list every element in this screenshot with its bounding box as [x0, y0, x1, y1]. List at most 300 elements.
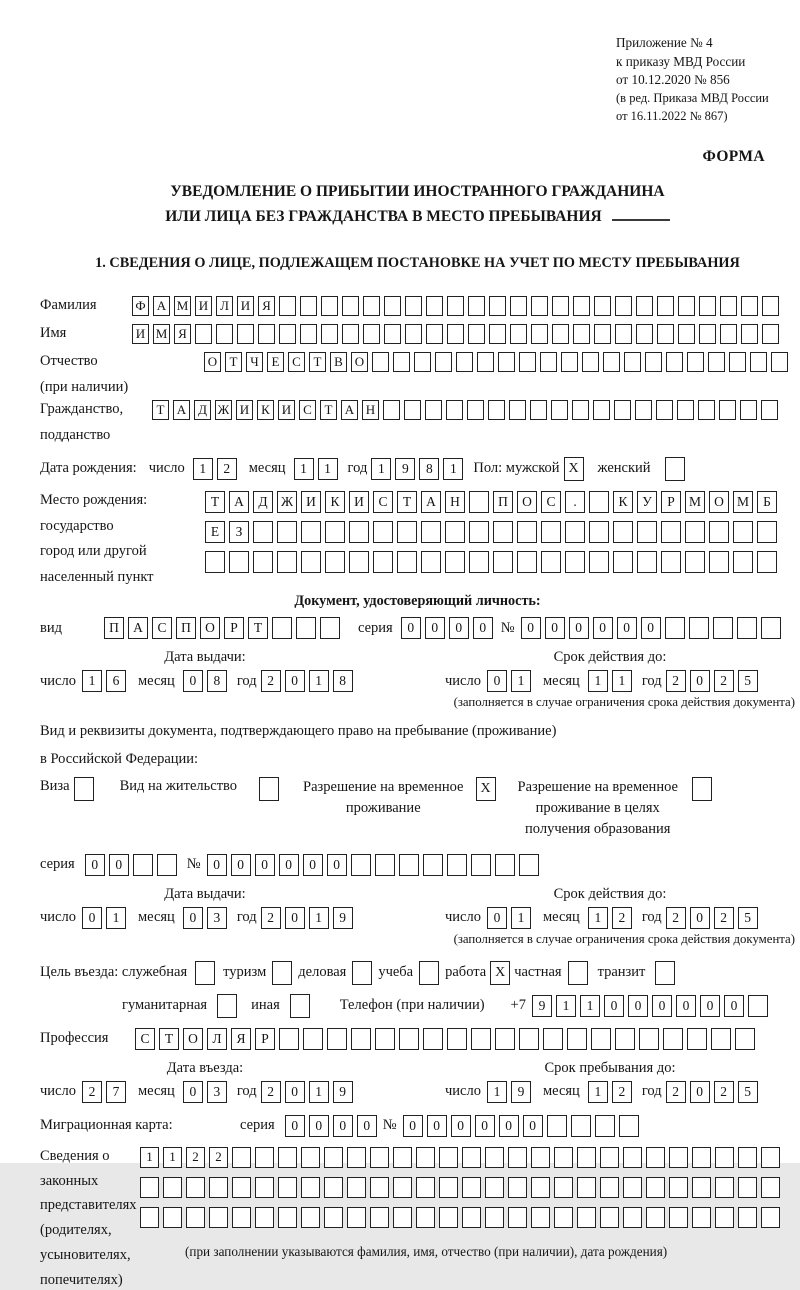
year-label: год	[347, 460, 368, 477]
name-cells	[132, 324, 779, 344]
form-cell: 2	[261, 1081, 281, 1103]
form-cell: 0	[427, 1115, 447, 1137]
form-cell: 0	[327, 854, 347, 876]
form-cell	[508, 1207, 527, 1228]
form-cell: 6	[106, 670, 126, 692]
form-cell: 2	[186, 1147, 205, 1168]
form-cell	[447, 324, 464, 344]
form-cell	[445, 521, 465, 543]
form-cell	[140, 1177, 159, 1198]
legal-cells-block	[140, 1147, 780, 1260]
form-cell	[637, 521, 657, 543]
form-cell: Е	[205, 521, 225, 543]
form-cell	[393, 1147, 412, 1168]
sex-female-checkbox	[665, 457, 685, 481]
form-cell: К	[257, 400, 274, 420]
form-cell: 5	[738, 1081, 758, 1103]
validity-note: (заполняется в случае ограничения срока действия документа)	[453, 695, 795, 710]
form-cell	[709, 521, 729, 543]
form-cell: 1	[193, 458, 213, 480]
form-cell	[519, 854, 539, 876]
form-cell	[761, 1147, 780, 1168]
rvp-education-checkbox	[692, 777, 712, 801]
form-cell	[577, 1207, 596, 1228]
form-cell: О	[517, 491, 537, 513]
form-cell	[498, 352, 515, 372]
patronymic-label: Отчество	[40, 353, 98, 370]
form-cell	[698, 400, 715, 420]
form-cell: А	[229, 491, 249, 513]
form-cell	[692, 1207, 711, 1228]
legal-representatives-row	[40, 1147, 795, 1290]
form-cell	[195, 324, 212, 344]
form-cell: А	[173, 400, 190, 420]
citizenship-label-1: Гражданство,	[40, 400, 124, 417]
form-cell	[547, 1115, 567, 1137]
form-cell	[720, 296, 737, 316]
mig-series-cells	[285, 1115, 377, 1137]
form-cell: 0	[231, 854, 251, 876]
doc-number-label: №	[500, 619, 515, 636]
form-cell	[699, 296, 716, 316]
annex-line: от 10.12.2020 № 856	[616, 72, 730, 88]
form-cell	[639, 1028, 659, 1050]
form-cell	[447, 854, 467, 876]
iddoc-valid-year-cells	[666, 670, 758, 692]
form-cell	[517, 551, 537, 573]
form-cell	[416, 1177, 435, 1198]
form-cell	[577, 1147, 596, 1168]
form-cell	[577, 1177, 596, 1198]
form-cell: 0	[183, 670, 203, 692]
form-cell	[232, 1147, 251, 1168]
permit-series-label: серия	[40, 856, 75, 873]
form-cell	[711, 1028, 731, 1050]
visa-checkbox	[74, 777, 94, 801]
form-cell	[209, 1177, 228, 1198]
form-cell	[757, 551, 777, 573]
iddoc-issue-col	[40, 649, 445, 692]
purpose-other-label: иная	[251, 997, 280, 1014]
form-cell	[708, 352, 725, 372]
form-cell: 1	[511, 670, 531, 692]
form-cell	[279, 1028, 299, 1050]
legal-representatives-label-block: Сведения о законных представителях (родителях, усыновителях, попечителях)	[40, 1147, 137, 1288]
purpose-tourism-label: туризм	[223, 964, 267, 981]
phone-prefix: +7	[510, 997, 526, 1014]
form-cell: 0	[617, 617, 637, 639]
form-cell	[543, 1028, 563, 1050]
form-cell: 1	[511, 907, 531, 929]
day-label: число	[148, 460, 185, 477]
residence-permit-label: Вид на жительство	[119, 777, 238, 794]
permit-issue-day-cells	[82, 907, 126, 929]
form-cell	[363, 324, 380, 344]
form-cell	[469, 491, 489, 513]
form-cell	[290, 994, 310, 1018]
form-cell: Р	[224, 617, 244, 639]
form-cell: 2	[209, 1147, 228, 1168]
form-cell: И	[349, 491, 369, 513]
form-cell	[324, 1207, 343, 1228]
form-cell: 0	[82, 907, 102, 929]
form-cell	[446, 400, 463, 420]
form-cell	[426, 296, 443, 316]
birthplace-state-label: государство	[40, 517, 114, 534]
form-cell	[485, 1147, 504, 1168]
form-cell: 0	[255, 854, 275, 876]
validity-note: (заполняется в случае ограничения срока действия документа)	[453, 931, 795, 946]
form-cell: 1	[309, 670, 329, 692]
form-cell	[372, 352, 389, 372]
form-cell	[665, 457, 685, 481]
form-cell	[719, 400, 736, 420]
form-cell	[623, 1177, 642, 1198]
form-cell: 1	[106, 907, 126, 929]
form-cell	[255, 1177, 274, 1198]
form-cell	[462, 1147, 481, 1168]
form-cell	[741, 296, 758, 316]
form-cell	[419, 961, 439, 985]
form-cell: 3	[207, 907, 227, 929]
legal-cells-row-3	[140, 1207, 780, 1228]
entry-month-cells	[183, 1081, 227, 1103]
form-cell	[589, 491, 609, 513]
phone-label: Телефон (при наличии)	[339, 997, 485, 1014]
purpose-transit-label: транзит	[597, 964, 646, 981]
day-label: число	[40, 909, 76, 926]
form-cell	[325, 521, 345, 543]
form-cell: П	[493, 491, 513, 513]
permit-number-label: №	[186, 856, 201, 873]
month-label: месяц	[542, 909, 580, 926]
form-cell	[738, 1177, 757, 1198]
birthplace-cells-block	[205, 491, 777, 573]
month-label: месяц	[137, 1083, 175, 1100]
migration-card-row	[40, 1115, 795, 1137]
annex-line: (в ред. Приказа МВД России	[616, 91, 769, 106]
form-cell: И	[195, 296, 212, 316]
form-cell	[255, 1147, 274, 1168]
form-cell	[426, 324, 443, 344]
form-cell: 2	[261, 907, 281, 929]
birthdate-row	[40, 457, 795, 481]
form-cell	[278, 1207, 297, 1228]
form-cell: 0	[690, 1081, 710, 1103]
form-cell	[531, 324, 548, 344]
purpose-transit-checkbox	[655, 961, 675, 985]
form-cell: Ф	[132, 296, 149, 316]
form-cell: Д	[253, 491, 273, 513]
form-cell	[615, 1028, 635, 1050]
form-cell	[435, 352, 452, 372]
form-cell	[327, 1028, 347, 1050]
form-cell	[661, 521, 681, 543]
stay-until-heading: Срок пребывания до:	[544, 1059, 676, 1076]
form-cell	[689, 617, 709, 639]
form-cell	[393, 1177, 412, 1198]
name-row	[40, 324, 795, 344]
sex-male-label: Пол: мужской	[473, 460, 560, 477]
form-cell	[655, 961, 675, 985]
annex-line: Приложение № 4	[616, 35, 713, 50]
form-cell: И	[301, 491, 321, 513]
form-cell: Я	[174, 324, 191, 344]
form-cell: 0	[473, 617, 493, 639]
form-cell	[277, 521, 297, 543]
form-cell: 2	[82, 1081, 102, 1103]
form-cell	[370, 1177, 389, 1198]
form-cell: Ч	[246, 352, 263, 372]
form-cell	[738, 1207, 757, 1228]
permit-valid-col	[445, 886, 775, 929]
surname-row	[40, 296, 795, 316]
permit-valid-year-cells	[666, 907, 758, 929]
day-label: число	[445, 909, 481, 926]
form-cell	[303, 1028, 323, 1050]
form-cell	[738, 1147, 757, 1168]
form-cell	[636, 324, 653, 344]
form-cell: С	[373, 491, 393, 513]
form-cell	[477, 352, 494, 372]
form-cell: Н	[445, 491, 465, 513]
form-cell: 9	[333, 907, 353, 929]
purpose-study-label: учеба	[378, 964, 414, 981]
iddoc-issue-day-cells	[82, 670, 126, 692]
form-cell	[351, 854, 371, 876]
form-cell: Т	[152, 400, 169, 420]
form-cell	[561, 352, 578, 372]
rvp-checkbox	[476, 777, 496, 801]
form-cell: 1	[588, 907, 608, 929]
form-cell: 2	[261, 670, 281, 692]
form-cell	[761, 1177, 780, 1198]
form-cell: Я	[258, 296, 275, 316]
form-cell	[255, 1207, 274, 1228]
form-cell	[669, 1177, 688, 1198]
birth-day-cells	[193, 458, 237, 480]
mig-series-label: серия	[240, 1117, 275, 1134]
form-cell	[582, 352, 599, 372]
month-label: месяц	[248, 460, 286, 477]
form-cell: X	[476, 777, 496, 801]
form-cell	[471, 1028, 491, 1050]
form-cell	[540, 352, 557, 372]
form-cell: 0	[357, 1115, 377, 1137]
form-cell: 0	[569, 617, 589, 639]
annex-line: к приказу МВД России	[616, 53, 746, 69]
form-cell	[720, 324, 737, 344]
form-cell	[447, 296, 464, 316]
purpose-study-checkbox	[419, 961, 439, 985]
form-cell: М	[733, 491, 753, 513]
form-cell	[351, 1028, 371, 1050]
form-cell: 0	[309, 1115, 329, 1137]
form-cell: 1	[318, 458, 338, 480]
permit-dates-row	[40, 886, 795, 929]
patronymic-cells	[204, 352, 788, 372]
form-cell	[253, 521, 273, 543]
form-cell	[666, 352, 683, 372]
form-cell: 1	[580, 995, 600, 1017]
form-cell: Л	[207, 1028, 227, 1050]
form-cell	[713, 617, 733, 639]
form-cell	[510, 324, 527, 344]
rvp-education-label: Разрешение на временное проживание в целях получения образования	[517, 778, 678, 837]
form-cell: Т	[159, 1028, 179, 1050]
patronymic-row	[40, 352, 795, 397]
form-cell: И	[237, 296, 254, 316]
stay-month-cells	[588, 1081, 632, 1103]
form-cell	[750, 352, 767, 372]
form-cell	[687, 1028, 707, 1050]
form-cell	[715, 1177, 734, 1198]
form-cell: 2	[714, 670, 734, 692]
form-cell: 5	[738, 670, 758, 692]
form-cell: 0	[183, 907, 203, 929]
iddoc-valid-month-cells	[588, 670, 632, 692]
form-cell: 1	[163, 1147, 182, 1168]
form-cell	[510, 296, 527, 316]
stay-day-cells	[487, 1081, 531, 1103]
form-cell	[572, 400, 589, 420]
form-cell	[600, 1207, 619, 1228]
purpose-tourism-checkbox	[272, 961, 292, 985]
year-label: год	[236, 672, 257, 689]
form-cell: К	[613, 491, 633, 513]
form-cell	[301, 551, 321, 573]
form-cell	[554, 1147, 573, 1168]
form-cell: 0	[207, 854, 227, 876]
form-cell	[593, 400, 610, 420]
form-cell	[493, 521, 513, 543]
form-cell	[661, 551, 681, 573]
form-cell	[519, 352, 536, 372]
form-cell	[692, 1147, 711, 1168]
form-cell: П	[176, 617, 196, 639]
sex-female-label: женский	[597, 460, 651, 477]
form-cell	[393, 1207, 412, 1228]
migration-card-label: Миграционная карта:	[40, 1117, 173, 1134]
form-cell	[757, 521, 777, 543]
form-cell	[541, 551, 561, 573]
form-cell	[195, 961, 215, 985]
form-cell	[416, 1207, 435, 1228]
form-cell	[646, 1147, 665, 1168]
year-label: год	[236, 1083, 257, 1100]
page-title	[40, 180, 795, 230]
form-cell	[163, 1207, 182, 1228]
profession-row	[40, 1028, 795, 1050]
form-cell	[541, 521, 561, 543]
form-cell: Н	[362, 400, 379, 420]
form-cell	[715, 1207, 734, 1228]
purpose-humanitarian-checkbox	[217, 994, 237, 1018]
form-cell	[399, 854, 419, 876]
form-cell	[405, 324, 422, 344]
form-cell	[74, 777, 94, 801]
form-cell	[761, 400, 778, 420]
form-cell	[656, 400, 673, 420]
form-cell: С	[299, 400, 316, 420]
form-cell	[663, 1028, 683, 1050]
form-cell	[531, 1177, 550, 1198]
form-cell: 0	[279, 854, 299, 876]
form-cell	[552, 296, 569, 316]
form-cell: 1	[612, 670, 632, 692]
form-cell	[324, 1147, 343, 1168]
citizenship-label-block	[40, 400, 152, 445]
form-cell	[469, 551, 489, 573]
form-cell	[347, 1177, 366, 1198]
form-cell	[485, 1207, 504, 1228]
form-cell: 0	[604, 995, 624, 1017]
permit-issue-col	[40, 886, 445, 929]
form-cell	[404, 400, 421, 420]
form-cell	[342, 296, 359, 316]
form-cell: 0	[109, 854, 129, 876]
iddoc-dates-row	[40, 649, 795, 692]
iddoc-valid-col	[445, 649, 775, 692]
form-cell	[740, 400, 757, 420]
form-cell	[272, 961, 292, 985]
form-cell	[735, 1028, 755, 1050]
form-cell: 1	[140, 1147, 159, 1168]
form-cell	[615, 324, 632, 344]
citizenship-cells	[152, 400, 778, 420]
form-cell: 0	[690, 907, 710, 929]
form-cell: А	[153, 296, 170, 316]
identity-doc-heading: Документ, удостоверяющий личность:	[294, 593, 541, 610]
form-cell	[715, 1147, 734, 1168]
birthplace-cells-row-3	[205, 551, 777, 573]
form-cell: 9	[511, 1081, 531, 1103]
citizenship-row	[40, 400, 795, 445]
form-cell: Р	[255, 1028, 275, 1050]
form-cell: Ж	[215, 400, 232, 420]
form-cell	[709, 551, 729, 573]
form-cell	[186, 1207, 205, 1228]
form-cell: С	[152, 617, 172, 639]
valid-until-heading: Срок действия до:	[553, 885, 667, 902]
form-cell	[646, 1207, 665, 1228]
blank-underline	[612, 207, 670, 221]
form-cell	[216, 324, 233, 344]
form-cell: 1	[443, 458, 463, 480]
form-cell: О	[709, 491, 729, 513]
mig-number-label: №	[382, 1117, 397, 1134]
form-cell	[589, 521, 609, 543]
purpose-work-checkbox	[490, 961, 510, 985]
residence-permit-checkbox	[259, 777, 279, 801]
form-cell	[205, 551, 225, 573]
form-cell	[373, 551, 393, 573]
form-cell	[554, 1207, 573, 1228]
form-cell: X	[490, 961, 510, 985]
form-cell: 2	[612, 907, 632, 929]
form-cell	[600, 1177, 619, 1198]
form-cell: У	[637, 491, 657, 513]
birthplace-cells-row-1	[205, 491, 777, 513]
profession-cells	[135, 1028, 755, 1050]
month-label: месяц	[542, 672, 580, 689]
citizenship-label-2: подданство	[40, 426, 111, 443]
form-cell	[425, 400, 442, 420]
form-cell	[489, 296, 506, 316]
doc-series-cells	[401, 617, 493, 639]
form-cell	[456, 352, 473, 372]
form-cell: 0	[285, 670, 305, 692]
